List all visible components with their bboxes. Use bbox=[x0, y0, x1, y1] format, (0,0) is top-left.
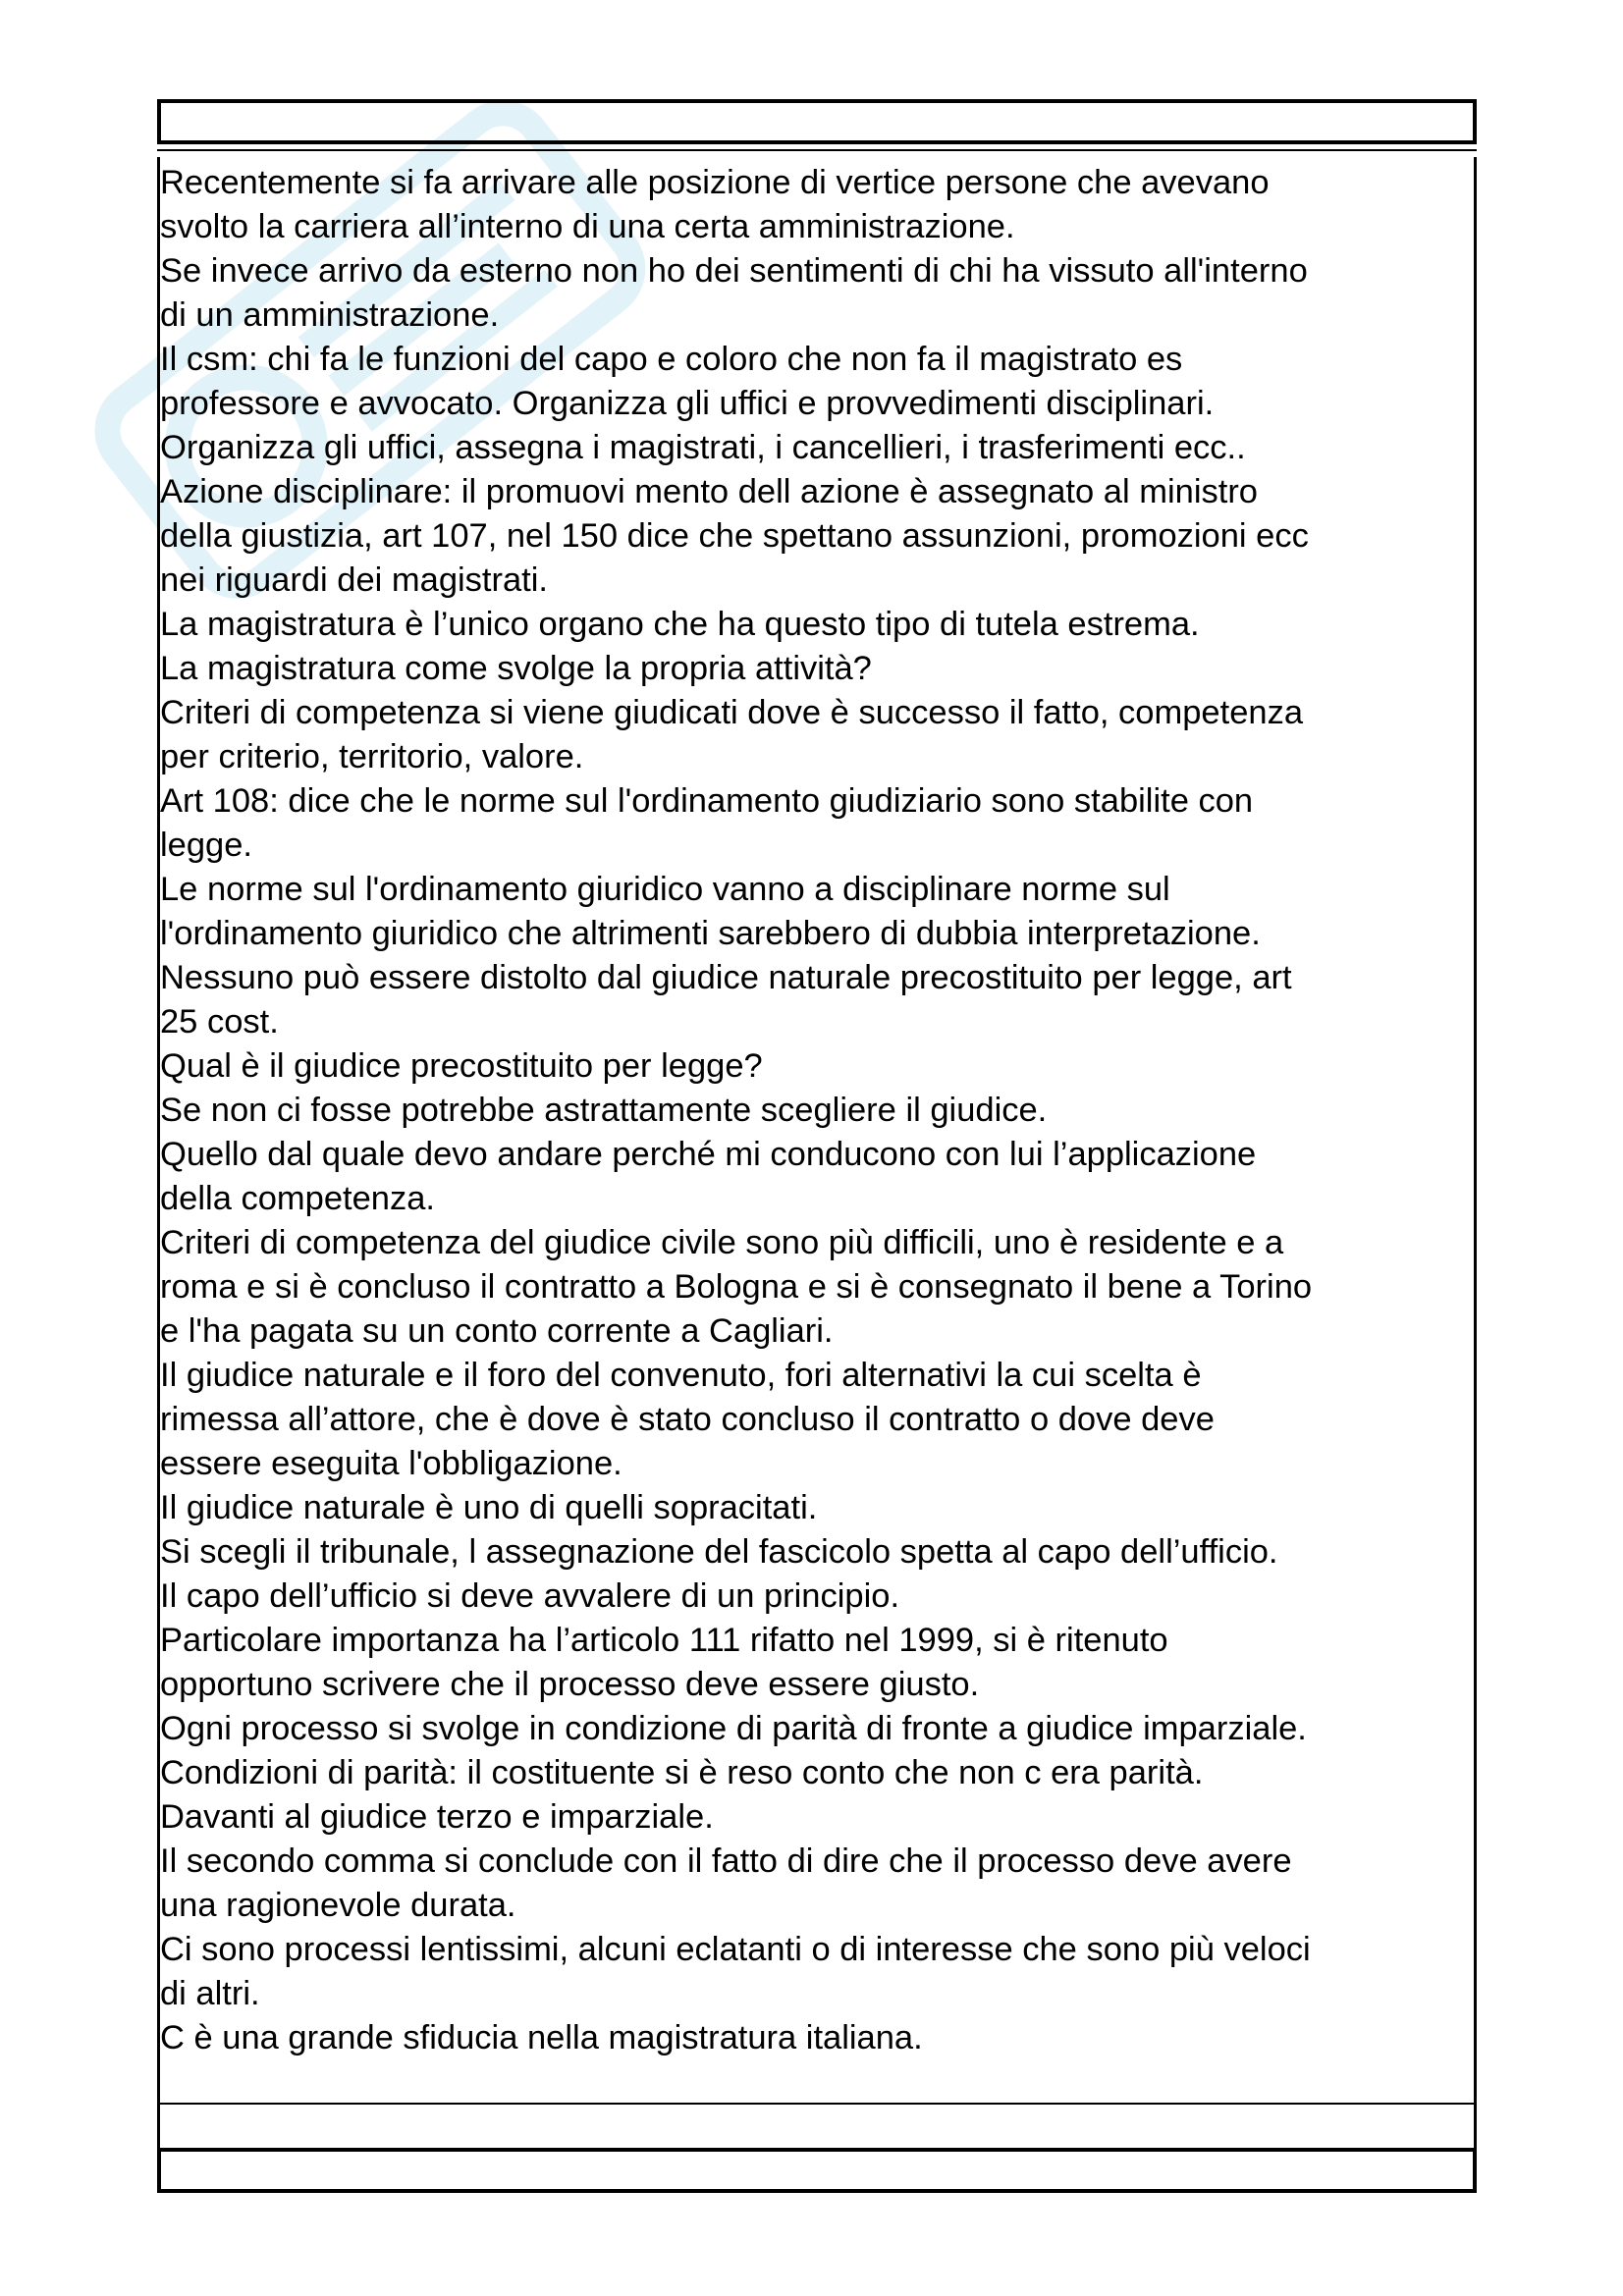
text-line: Il capo dell’ufficio si deve avvalere di un principio. bbox=[160, 1577, 900, 1615]
text-line: Se invece arrivo da esterno non ho dei sentimenti di chi ha vissuto all'interno bbox=[160, 252, 1308, 290]
document-body bbox=[160, 161, 1474, 2060]
text-line: Le norme sul l'ordinamento giuridico vanno a disciplinare norme sul bbox=[160, 871, 1170, 908]
text-line: opportuno scrivere che il processo deve essere giusto. bbox=[160, 1666, 980, 1703]
text-line: professore e avvocato. Organizza gli uffici e provvedimenti disciplinari. bbox=[160, 385, 1215, 422]
text-line: Si scegli il tribunale, l assegnazione del fascicolo spetta al capo dell’ufficio. bbox=[160, 1533, 1278, 1571]
text-line: Il giudice naturale è uno di quelli sopracitati. bbox=[160, 1489, 818, 1526]
text-line: 25 cost. bbox=[160, 1003, 279, 1041]
text-line: Criteri di competenza del giudice civile sono più difficili, uno è residente e a bbox=[160, 1224, 1284, 1261]
text-line: l'ordinamento giuridico che altrimenti sarebbero di dubbia interpretazione. bbox=[160, 915, 1261, 952]
text-line: per criterio, territorio, valore. bbox=[160, 738, 584, 775]
header-frame bbox=[157, 99, 1477, 144]
text-line: C è una grande sfiducia nella magistratura italiana. bbox=[160, 2019, 923, 2056]
text-line: roma e si è concluso il contratto a Bologna e si è consegnato il bene a Torino bbox=[160, 1268, 1313, 1306]
footer-frame bbox=[157, 2148, 1477, 2193]
text-line: Organizza gli uffici, assegna i magistrati, i cancellieri, i trasferimenti ecc.. bbox=[160, 429, 1246, 466]
text-line: Ci sono processi lentissimi, alcuni eclatanti o di interesse che sono più veloci bbox=[160, 1931, 1311, 1968]
text-line: Azione disciplinare: il promuovi mento dell azione è assegnato al ministro bbox=[160, 473, 1258, 510]
text-line: della giustizia, art 107, nel 150 dice che spettano assunzioni, promozioni ecc bbox=[160, 517, 1309, 555]
text-line: svolto la carriera all’interno di una certa amministrazione. bbox=[160, 208, 1015, 245]
footer-spacer bbox=[157, 2105, 1477, 2148]
text-line: nei riguardi dei magistrati. bbox=[160, 561, 549, 599]
text-line: Il giudice naturale e il foro del convenuto, fori alternativi la cui scelta è bbox=[160, 1357, 1202, 1394]
text-line: Condizioni di parità: il costituente si è reso conto che non c era parità. bbox=[160, 1754, 1204, 1791]
text-line: legge. bbox=[160, 827, 252, 864]
text-line: Il secondo comma si conclude con il fatto di dire che il processo deve avere bbox=[160, 1842, 1292, 1880]
text-line: La magistratura come svolge la propria attività? bbox=[160, 650, 872, 687]
text-line: di un amministrazione. bbox=[160, 296, 500, 334]
text-line: La magistratura è l’unico organo che ha questo tipo di tutela estrema. bbox=[160, 606, 1200, 643]
text-line: Nessuno può essere distolto dal giudice naturale precostituito per legge, art bbox=[160, 959, 1292, 996]
text-line: Criteri di competenza si viene giudicati dove è successo il fatto, competenza bbox=[160, 694, 1304, 731]
text-line: della competenza. bbox=[160, 1180, 436, 1217]
text-line: Quello dal quale devo andare perché mi conducono con lui l’applicazione bbox=[160, 1136, 1257, 1173]
text-line: Art 108: dice che le norme sul l'ordinamento giudiziario sono stabilite con bbox=[160, 782, 1254, 820]
text-line: una ragionevole durata. bbox=[160, 1887, 516, 1924]
text-line: Il csm: chi fa le funzioni del capo e coloro che non fa il magistrato es bbox=[160, 341, 1183, 378]
text-line: Recentemente si fa arrivare alle posizione di vertice persone che avevano bbox=[160, 164, 1270, 201]
text-line: rimessa all’attore, che è dove è stato concluso il contratto o dove deve bbox=[160, 1401, 1215, 1438]
text-line: Se non ci fosse potrebbe astrattamente scegliere il giudice. bbox=[160, 1092, 1048, 1129]
text-line: e l'ha pagata su un conto corrente a Cagliari. bbox=[160, 1312, 834, 1350]
text-line: Qual è il giudice precostituito per legge? bbox=[160, 1047, 763, 1085]
text-line: Davanti al giudice terzo e imparziale. bbox=[160, 1798, 714, 1836]
text-line: Ogni processo si svolge in condizione di parità di fronte a giudice imparziale. bbox=[160, 1710, 1307, 1747]
text-line: Particolare importanza ha l’articolo 111 rifatto nel 1999, si è ritenuto bbox=[160, 1622, 1168, 1659]
header-divider bbox=[157, 149, 1477, 151]
text-line: di altri. bbox=[160, 1975, 260, 2012]
text-line: essere eseguita l'obbligazione. bbox=[160, 1445, 622, 1482]
